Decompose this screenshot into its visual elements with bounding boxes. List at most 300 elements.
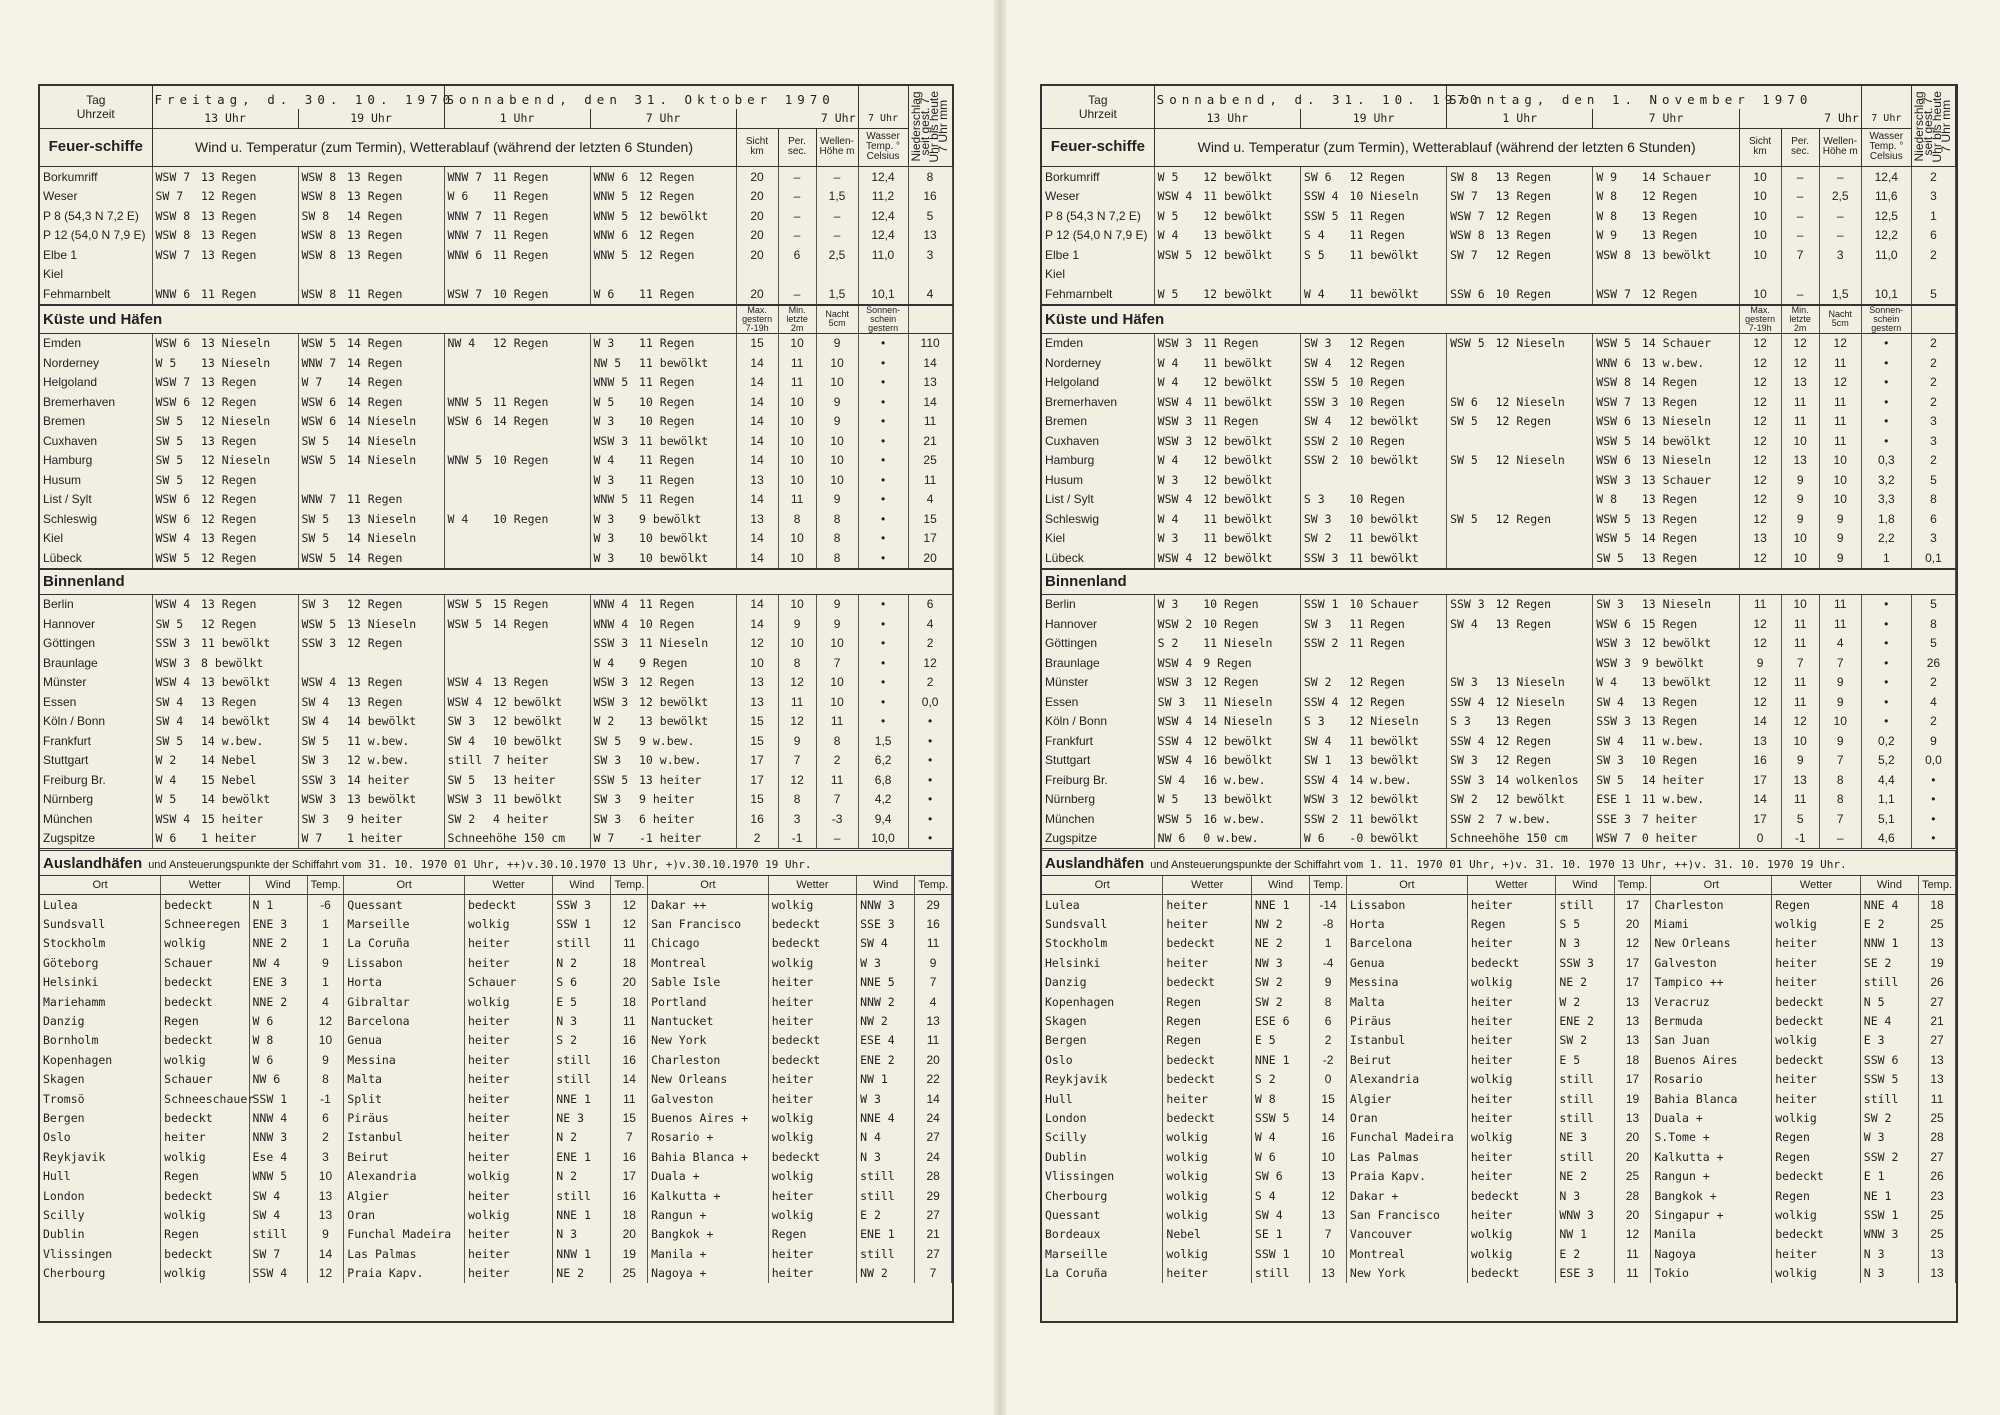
cell: 24 — [915, 1147, 952, 1166]
cell: München — [40, 809, 152, 829]
cell: 15 — [736, 731, 778, 751]
cell: – — [1819, 829, 1861, 849]
cell: 13 Regen — [490, 673, 590, 693]
cell: 17 — [1614, 953, 1651, 972]
cell: WSW 5 — [301, 550, 337, 565]
cell: SSW 2 — [1860, 1147, 1918, 1166]
cell: 14 — [736, 490, 778, 510]
cell: still — [447, 753, 483, 768]
cell: 27 — [1919, 1147, 1956, 1166]
cell: N 3 — [1860, 1244, 1918, 1263]
cell: still — [857, 1186, 915, 1205]
cell: 10 — [816, 470, 858, 490]
cell: Münster — [40, 673, 152, 693]
cell: W 6 — [155, 831, 177, 846]
cell: SW 5 — [1596, 772, 1624, 787]
cell: • — [1861, 614, 1911, 634]
cell: 0,3 — [1861, 451, 1911, 471]
cell: 14 — [736, 529, 778, 549]
cell: • — [858, 653, 908, 673]
ausland-row — [40, 934, 952, 953]
cell: Helgoland — [40, 373, 152, 393]
cell: 13 Regen — [1639, 548, 1739, 569]
wellen-header: Wellen-Höhe m — [1819, 128, 1861, 166]
cell: 12 — [1614, 1225, 1651, 1244]
cell: 12 Regen — [1346, 167, 1446, 187]
cell: 20 — [736, 167, 778, 187]
ausland-row — [1042, 1147, 1956, 1166]
cell: 11 Regen — [490, 187, 590, 207]
cell: Oslo — [1042, 1050, 1163, 1069]
cell: 9 — [1819, 529, 1861, 549]
cell: 11 Regen — [344, 284, 444, 304]
cell: • — [908, 829, 952, 849]
cell: WSW 2 — [1157, 616, 1193, 631]
cell: heiter — [464, 1050, 552, 1069]
cell: 10 — [778, 548, 816, 569]
kueste-title: Küste und Häfen — [40, 305, 736, 334]
cell: 12 Regen — [636, 187, 736, 207]
cell: WSW 8 — [155, 228, 191, 243]
cell: Münster — [1042, 673, 1154, 693]
cell: Dublin — [40, 1225, 161, 1244]
cell: heiter — [1467, 1147, 1556, 1166]
cell: Split — [344, 1089, 465, 1108]
cell: Charleston — [1651, 895, 1772, 915]
cell: 11 Regen — [490, 167, 590, 187]
cell: WSW 3 — [1157, 336, 1193, 351]
cell: -0 bewölkt — [1346, 829, 1446, 849]
cell: WSW 8 — [1450, 228, 1485, 243]
cell: 13 Nieseln — [344, 509, 444, 529]
cell: WSW 6 — [1596, 616, 1631, 631]
cell: 14 Regen — [344, 333, 444, 353]
binnen-row — [40, 809, 952, 829]
cell: SW 3 — [301, 597, 330, 612]
cell: Stockholm — [1042, 934, 1163, 953]
cell: 12 — [1739, 333, 1781, 353]
ausland-row — [1042, 914, 1956, 933]
cell: S 5 — [1303, 247, 1325, 262]
cell: W 6 — [249, 1011, 307, 1030]
cell: WSW 5 — [1157, 811, 1193, 826]
cell: 10 Regen — [1346, 373, 1446, 393]
cell: 10 — [1781, 594, 1819, 614]
cell: ESE 6 — [1251, 1011, 1309, 1030]
cell: Helgoland — [1042, 373, 1154, 393]
cell: Kopenhagen — [1042, 992, 1163, 1011]
cell: Messina — [344, 1050, 465, 1069]
cell: Bremerhaven — [1042, 392, 1154, 412]
cell: 11 bewölkt — [1346, 529, 1446, 549]
cell: WNW 5 — [593, 189, 629, 204]
kueste-col-header: Max. gestern 7-19h — [736, 305, 778, 334]
cell: still — [1556, 1147, 1614, 1166]
cell: bedeckt — [1467, 1186, 1556, 1205]
cell: SW 4 — [301, 694, 330, 709]
cell: SW 2 — [1450, 792, 1478, 807]
cell: 3 — [778, 809, 816, 829]
cell: 11 bewölkt — [1200, 392, 1300, 412]
cell: 13 — [1614, 992, 1651, 1011]
ausland-note: vom 1. 11. 1970 01 Uhr, +)v. 31. 10. 1970 13 Uhr, ++)v. 31. 10. 1970 19 Uhr. — [1343, 857, 1847, 871]
wellen-header: Wellen-Höhe m — [816, 128, 858, 166]
cell: 28 — [1919, 1128, 1956, 1147]
cell: W 5 — [155, 792, 177, 807]
cell: 10 — [1819, 712, 1861, 732]
binnen-row — [40, 770, 952, 790]
cell: ESE 4 — [857, 1031, 915, 1050]
cell: WSW 4 — [1157, 492, 1193, 507]
cell: 2 — [1310, 1031, 1347, 1050]
cell: 12 bewölkt — [1200, 431, 1300, 451]
cell: heiter — [464, 1225, 552, 1244]
cell: Bornholm — [40, 1031, 161, 1050]
cell: W 2 — [155, 753, 177, 768]
ausland-col-header: Wetter — [464, 876, 552, 895]
cell: 20 — [736, 284, 778, 304]
feuerschiff-row — [40, 284, 952, 304]
cell: 8 — [778, 790, 816, 810]
cell: 3 — [1819, 245, 1861, 265]
cell: heiter — [1163, 914, 1252, 933]
cell: • — [858, 712, 908, 732]
cell: 11 — [816, 712, 858, 732]
cell: 10 bewölkt — [490, 731, 590, 751]
binnen-row — [40, 653, 952, 673]
cell: W 4 — [1303, 286, 1325, 301]
cell — [1447, 634, 1493, 654]
kueste-row — [1042, 509, 1956, 529]
cell: Schauer — [161, 1070, 249, 1089]
cell: NW 4 — [447, 336, 476, 351]
cell: -3 — [816, 809, 858, 829]
cell: wolkig — [464, 1166, 552, 1185]
cell: 12 bewölkt — [1200, 490, 1300, 510]
cell: still — [553, 1050, 611, 1069]
cell: Husum — [1042, 470, 1154, 490]
cell: 1 — [307, 973, 344, 992]
cell: 12,4 — [858, 226, 908, 246]
cell: Oran — [344, 1205, 465, 1224]
cell: 20 — [1614, 914, 1651, 933]
cell: Elbe 1 — [1042, 245, 1154, 265]
cell: Regen — [1163, 1011, 1252, 1030]
cell: 14 Nieseln — [344, 431, 444, 451]
cell: bedeckt — [1163, 1108, 1252, 1127]
ausland-title: Auslandhäfen — [43, 854, 143, 872]
cell: 9 — [816, 412, 858, 432]
cell: 4,2 — [858, 790, 908, 810]
cell: 15 Regen — [1639, 614, 1739, 634]
ausland-col-header: Wind — [553, 876, 611, 895]
cell: New Orleans — [648, 1070, 769, 1089]
cell: heiter — [1163, 895, 1252, 915]
cell: 10 — [778, 470, 816, 490]
cell: WSW 5 — [447, 616, 483, 631]
cell: W 4 — [1157, 375, 1179, 390]
feuerschiff-row — [1042, 284, 1956, 304]
cell: Regen — [768, 1225, 856, 1244]
cell: 10 Regen — [636, 614, 736, 634]
cell: Lissabon — [344, 953, 465, 972]
cell — [490, 265, 590, 285]
cell: Tokio — [1651, 1263, 1772, 1282]
cell: SSW 3 — [1556, 953, 1614, 972]
cell: 13 bewölkt — [1639, 245, 1739, 265]
cell: Stockholm — [40, 934, 161, 953]
cell: 12 Regen — [344, 634, 444, 654]
cell: 17 — [736, 770, 778, 790]
cell: wolkig — [1163, 1186, 1252, 1205]
cell: wolkig — [161, 1205, 249, 1224]
cell: heiter — [1467, 992, 1556, 1011]
cell: 12 Regen — [198, 392, 298, 412]
cell: 15 Nebel — [198, 770, 298, 790]
cell: 12 bewölkt — [1200, 284, 1300, 304]
cell: • — [858, 431, 908, 451]
ausland-subtitle: und Ansteuerungspunkte der Schiffahrt — [148, 858, 339, 871]
ausland-row — [40, 1166, 952, 1185]
cell: 10 — [778, 431, 816, 451]
cell: 2 — [307, 1128, 344, 1147]
cell: Malta — [1346, 992, 1467, 1011]
cell — [444, 373, 490, 393]
cell: 29 — [915, 1186, 952, 1205]
cell: 10 — [1310, 1147, 1347, 1166]
cell: SSW 5 — [1303, 208, 1339, 223]
cell: – — [778, 284, 816, 304]
cell: bedeckt — [1467, 1263, 1556, 1282]
cell: W 8 — [1596, 208, 1618, 223]
cell: 20 — [611, 1225, 648, 1244]
cell — [1739, 265, 1781, 285]
ausland-row — [1042, 895, 1956, 915]
cell: 12 Regen — [198, 187, 298, 207]
cell: Cuxhaven — [1042, 431, 1154, 451]
cell: SW 4 — [155, 694, 184, 709]
cell: SSW 2 — [1303, 636, 1339, 651]
cell: SW 6 — [1251, 1166, 1309, 1185]
cell: WSW 5 — [1596, 511, 1631, 526]
cell: • — [1861, 712, 1911, 732]
cell: W 5 — [1157, 286, 1179, 301]
day2-title: Sonntag, den 1. November 1970 — [1447, 86, 1862, 109]
cell: 4 — [1819, 634, 1861, 654]
cell: Schleswig — [1042, 509, 1154, 529]
cell: SSW 6 — [1860, 1050, 1918, 1069]
cell: 11 — [1614, 1244, 1651, 1263]
cell: W 6 — [249, 1050, 307, 1069]
cell: heiter — [464, 1089, 552, 1108]
cell: W 7 — [301, 375, 323, 390]
niederschlag-header: Niederschlag seit gest. 7 Uhr bis heute 7 Uhr mm — [908, 86, 952, 167]
cell: 25 — [1919, 1108, 1956, 1127]
cell: heiter — [1772, 973, 1861, 992]
cell: Köln / Bonn — [1042, 712, 1154, 732]
cell: -8 — [1310, 914, 1347, 933]
cell: 12 bewölkt — [1200, 548, 1300, 569]
cell: 10 — [816, 673, 858, 693]
cell: Quessant — [1042, 1205, 1163, 1224]
cell: 10 — [1781, 731, 1819, 751]
cell: WSW 4 — [447, 675, 483, 690]
cell: SSW 5 — [1303, 375, 1339, 390]
cell: 13 Regen — [1493, 187, 1593, 207]
cell: Schneeschauer — [161, 1089, 249, 1108]
left-page — [38, 84, 954, 1323]
cell: heiter — [1467, 1166, 1556, 1185]
cell: 13 w.bew. — [1639, 353, 1739, 373]
cell: 4 — [1911, 692, 1955, 712]
cell: 12 Regen — [636, 226, 736, 246]
cell: NW 3 — [1251, 953, 1309, 972]
cell: SW 4 — [1596, 733, 1624, 748]
cell: • — [908, 790, 952, 810]
cell: W 8 — [1251, 1089, 1309, 1108]
sicht-header: Sicht km — [736, 128, 778, 166]
cell: List / Sylt — [1042, 490, 1154, 510]
cell: W 4 — [1157, 355, 1179, 370]
cell: 3 — [1911, 431, 1955, 451]
kueste-row — [1042, 373, 1956, 393]
cell: • — [1861, 594, 1911, 614]
cell: 12 — [778, 712, 816, 732]
cell: Singapur + — [1651, 1205, 1772, 1224]
cell: 11 — [1819, 412, 1861, 432]
cell: Norderney — [1042, 353, 1154, 373]
binnen-row — [1042, 809, 1956, 829]
cell: 17 — [1614, 973, 1651, 992]
cell: 13 Regen — [344, 673, 444, 693]
ausland-row — [40, 1011, 952, 1030]
cell: heiter — [768, 973, 856, 992]
cell: 12 Regen — [1493, 731, 1593, 751]
cell: 11 — [1781, 673, 1819, 693]
cell: W 2 — [593, 714, 615, 729]
cell: 11 bewölkt — [1346, 548, 1446, 569]
cell: Miami — [1651, 914, 1772, 933]
cell: SW 5 — [301, 433, 330, 448]
cell: Istanbul — [1346, 1031, 1467, 1050]
cell: SSW 4 — [1303, 189, 1339, 204]
binnen-row — [1042, 653, 1956, 673]
cell: 12 — [1781, 333, 1819, 353]
cell: Lissabon — [1346, 895, 1467, 915]
cell — [152, 265, 198, 285]
cell: 20 — [736, 187, 778, 207]
cell: 10 — [778, 392, 816, 412]
cell: Zugspitze — [40, 829, 152, 849]
cell: Bergen — [1042, 1031, 1163, 1050]
cell: – — [1819, 206, 1861, 226]
cell: SSW 3 — [1303, 394, 1339, 409]
binnen-row — [40, 712, 952, 732]
wind-title: Wind u. Temperatur (zum Termin), Wetterablauf (während der letzten 6 Stunden) — [152, 128, 736, 166]
cell: 11 Regen — [490, 206, 590, 226]
cell: SW 5 — [155, 453, 184, 468]
cell: Bahia Blanca + — [648, 1147, 769, 1166]
cell: WSW 5 — [1450, 336, 1485, 351]
cell — [1639, 265, 1739, 285]
cell: WSW 4 — [155, 531, 191, 546]
cell: 12 bewölkt — [1493, 790, 1593, 810]
cell: 18 — [611, 992, 648, 1011]
cell: Stuttgart — [1042, 751, 1154, 771]
cell: 10 bewölkt — [1346, 451, 1446, 471]
cell: 18 — [1919, 895, 1956, 915]
cell: 7 — [915, 973, 952, 992]
cell: 14 — [736, 373, 778, 393]
cell: 9 — [1819, 509, 1861, 529]
cell: Tromsö — [40, 1089, 161, 1108]
ausland-row — [1042, 1128, 1956, 1147]
ausland-row — [1042, 1263, 1956, 1282]
cell: 11 — [908, 470, 952, 490]
cell: SW 3 — [593, 811, 622, 826]
cell: Regen — [1772, 1147, 1861, 1166]
cell: 11 Regen — [344, 490, 444, 510]
cell: 6 — [778, 245, 816, 265]
binnen-row — [40, 731, 952, 751]
cell: 27 — [1919, 992, 1956, 1011]
cell: 9 — [816, 333, 858, 353]
cell: New Orleans — [1651, 934, 1772, 953]
cell: • — [1861, 634, 1911, 654]
cell: 11 w.bew. — [1639, 731, 1739, 751]
feuerschiffe-table — [1042, 167, 1956, 304]
cell: N 3 — [1860, 1263, 1918, 1282]
cell: S 4 — [1303, 228, 1325, 243]
ausland-row — [1042, 1186, 1956, 1205]
cell: N 3 — [1556, 934, 1614, 953]
cell: wolkig — [768, 1205, 856, 1224]
cell: 10 — [816, 634, 858, 654]
cell: WSW 3 — [593, 694, 629, 709]
cell: heiter — [161, 1128, 249, 1147]
cell: P 12 (54,0 N 7,9 E) — [40, 226, 152, 246]
cell: Duala + — [648, 1166, 769, 1185]
cell — [444, 529, 490, 549]
cell: WNW 5 — [593, 375, 629, 390]
binnen-row — [1042, 829, 1956, 849]
cell: 11,0 — [858, 245, 908, 265]
cell: 14 — [736, 392, 778, 412]
cell: 25 — [1919, 1225, 1956, 1244]
cell: 1 — [307, 934, 344, 953]
cell: NE 2 — [1556, 973, 1614, 992]
cell: WNW 5 — [249, 1166, 307, 1185]
cell: Nürnberg — [40, 790, 152, 810]
cell: heiter — [464, 1031, 552, 1050]
cell: 13 — [908, 226, 952, 246]
cell: • — [1911, 809, 1955, 829]
cell: WSW 4 — [447, 694, 483, 709]
cell: New York — [1346, 1263, 1467, 1282]
cell: WNW 6 — [593, 169, 629, 184]
cell: SSW 1 — [1303, 597, 1339, 612]
ausland-row — [1042, 1244, 1956, 1263]
cell: 10 — [1310, 1244, 1347, 1263]
cell — [1781, 265, 1819, 285]
cell: 10 — [736, 653, 778, 673]
tag-label: Tag Uhrzeit — [1042, 86, 1154, 128]
cell: -1 — [778, 829, 816, 849]
cell: 11 — [915, 1031, 952, 1050]
cell: SW 5 — [447, 772, 476, 787]
cell: Galveston — [648, 1089, 769, 1108]
cell: Kiel — [40, 265, 152, 285]
